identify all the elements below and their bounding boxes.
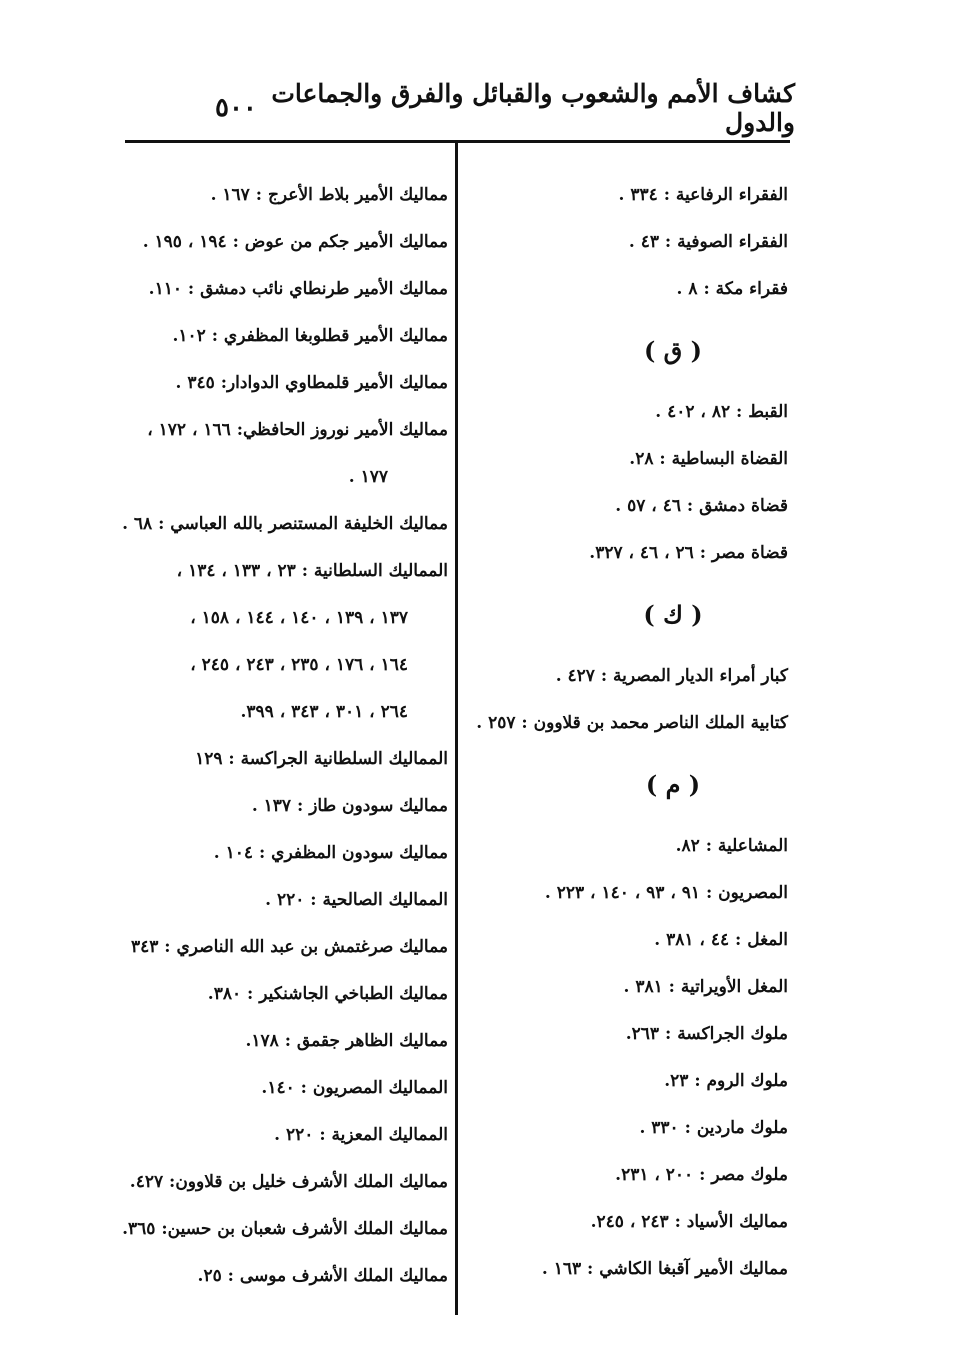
- index-entry: مماليك الخليفة المستنصر بالله العباسي : ٦٨ .: [122, 514, 448, 534]
- index-entry: مماليك سودون المظفري : ١٠٤ .: [213, 843, 448, 863]
- index-entry: القضاة البساطية : ٢٨.: [629, 449, 788, 469]
- index-entry: مماليك الملك الأشرف شعبان بن حسين: ٣٦٥.: [122, 1219, 448, 1239]
- index-entry: مماليك سودون طاز : ١٣٧ .: [251, 796, 448, 816]
- index-entry: مماليك الملك الأشرف خليل بن قلاوون: ٤٢٧.: [129, 1172, 448, 1192]
- index-entry: المماليك المعزية : ٢٢٠ .: [274, 1125, 448, 1145]
- index-entry: كتابية الملك الناصر محمد بن قلاوون : ٢٥٧ .: [476, 713, 788, 733]
- right-column: [476, 172, 788, 1293]
- running-title: كشاف الأمم والشعوب والقبائل والفرق والجماعات والدول: [271, 79, 795, 137]
- index-entry: المماليك السلطانية : ٢٣ ، ١٣٣ ، ١٣٤ ،: [176, 561, 448, 581]
- index-entry: مماليك الأسياد : ٢٤٣ ، ٢٤٥.: [590, 1212, 788, 1232]
- index-entry-continuation: ١٣٧ ، ١٣٩ ، ١٤٠ ، ١٤٤ ، ١٥٨ ،: [190, 608, 408, 628]
- index-entry: قضاة دمشق : ٤٦ ، ٥٧ .: [615, 496, 788, 516]
- index-entry: مماليك الأمير طرنطاي نائب دمشق : ١١٠.: [148, 279, 448, 299]
- page-header: [215, 79, 795, 137]
- index-entry: مماليك الأمير آقبغا الكاشي : ١٦٣ .: [541, 1259, 788, 1279]
- index-entry-continuation: ١٦٤ ، ١٧٦ ، ٢٣٥ ، ٢٤٣ ، ٢٤٥ ،: [190, 655, 408, 675]
- section-letter-mim: ( م ): [645, 770, 701, 799]
- index-entry: المماليك المصريون : ١٤٠.: [261, 1078, 448, 1098]
- index-entry: ملوك الروم : ٢٣.: [664, 1071, 788, 1091]
- index-entry: المصريون : ٩١ ، ٩٣ ، ١٤٠ ، ٢٢٣ .: [544, 883, 788, 903]
- index-entry: مماليك الأمير قطلوبغا المظفري : ١٠٢.: [172, 326, 448, 346]
- index-entry: مماليك الملك الأشرف موسى : ٢٥.: [197, 1266, 448, 1286]
- column-divider: [455, 140, 458, 1315]
- index-entry: مماليك الظاهر جقمق : ١٧٨.: [245, 1031, 448, 1051]
- index-entry: الفقراء الرفاعية : ٣٣٤ .: [618, 185, 788, 205]
- index-entry: المغل الأويراتية : ٣٨١ .: [623, 977, 788, 997]
- index-entry: المماليك الصالحية : ٢٢٠ .: [265, 890, 448, 910]
- index-entry: ملوك مصر : ٢٠٠ ، ٢٣١.: [615, 1165, 788, 1185]
- index-entry: مماليك الطباخي الجاشنكير : ٣٨٠.: [207, 984, 448, 1004]
- index-entry: مماليك الأمير قلمطاوي الدوادار: ٣٤٥ .: [175, 373, 448, 393]
- index-entry: المغل : ٤٤ ، ٣٨١ .: [654, 930, 788, 950]
- index-entry: المماليك السلطانية الجراكسة : ١٢٩: [195, 749, 448, 769]
- index-entry: ملوك الجراكسة : ٢٦٣.: [625, 1024, 788, 1044]
- section-letter-kaf: ( ك ): [643, 600, 703, 629]
- index-entry: قضاة مصر : ٢٦ ، ٤٦ ، ٣٢٧.: [589, 543, 788, 563]
- index-entry: المشاعلية : ٨٢.: [675, 836, 788, 856]
- index-entry: القبط : ٨٢ ، ٤٠٢ .: [655, 402, 788, 422]
- index-entry: مماليك الأمير بلاط الأعرج : ١٦٧ .: [210, 185, 448, 205]
- index-entry-continuation: ١٧٧ .: [348, 467, 388, 487]
- index-entry: فقراء مكة : ٨ .: [676, 279, 788, 299]
- index-entry: ملوك ماردين : ٣٣٠ .: [639, 1118, 788, 1138]
- index-entry: مماليك الأمير جكم من عوض : ١٩٤ ، ١٩٥ .: [142, 232, 448, 252]
- index-entry: الفقراء الصوفية : ٤٣ .: [628, 232, 788, 252]
- index-entry: مماليك الأمير نوروز الحافظي: ١٦٦ ، ١٧٢ ،: [147, 420, 448, 440]
- page-number: ٥٠٠: [215, 93, 257, 123]
- section-letter-qaf: ( ق ): [643, 336, 703, 365]
- left-column: [108, 172, 448, 1300]
- index-entry: مماليك صرغتمش بن عبد الله الناصري : ٣٤٣: [130, 937, 448, 957]
- index-entry-continuation: ٢٦٤ ، ٣٠١ ، ٣٤٣ ، ٣٩٩.: [240, 702, 408, 722]
- index-entry: كبار أمراء الديار المصرية : ٤٢٧ .: [555, 666, 788, 686]
